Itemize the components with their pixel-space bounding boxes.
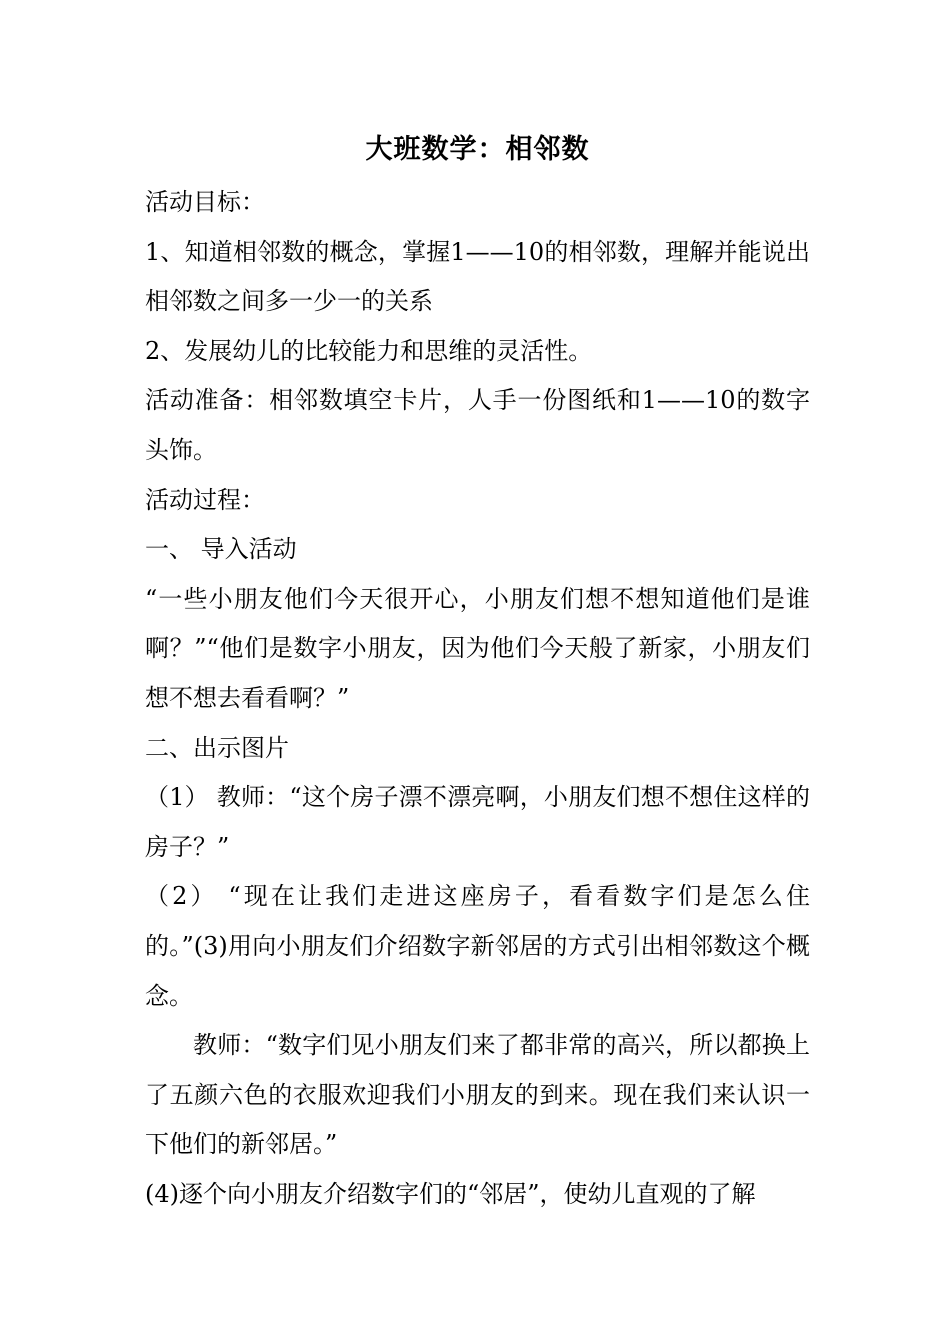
paragraph-section-1-heading: 一、 导入活动 <box>145 535 297 564</box>
paragraph-preparation: 活动准备：相邻数填空卡片，人手一份图纸和1——10的数字头饰。 <box>145 386 810 464</box>
paragraph-teacher-dialogue: 教师：“数字们见小朋友们来了都非常的高兴，所以都换上了五颜六色的衣服欢迎我们小朋友的到来。现在我们来认识一下他们的新邻居。” <box>145 1031 810 1159</box>
paragraph-step-4: (4)逐个向小朋友介绍数字们的“邻居”，使幼儿直观的了解 <box>145 1179 756 1208</box>
paragraph-goal-1: 1、知道相邻数的概念，掌握1——10的相邻数，理解并能说出相邻数之间多一少一的关系 <box>145 237 810 316</box>
paragraph-section-2-heading: 二、出示图片 <box>145 733 289 762</box>
paragraph-intro-dialogue: “一些小朋友他们今天很开心，小朋友们想不想知道他们是谁啊？”“他们是数字小朋友，因为他们今天般了新家，小朋友们想不想去看看啊？” <box>145 584 810 712</box>
paragraph-step-2-3: （2） “现在让我们走进这座房子，看看数字们是怎么住的。”(3)用向小朋友们介绍数字新邻居的方式引出相邻数这个概念。 <box>145 882 810 1010</box>
paragraph-step-1: （1） 教师：“这个房子漂不漂亮啊，小朋友们想不想住这样的房子？” <box>145 783 810 861</box>
paragraph-goals-heading: 活动目标： <box>145 188 265 216</box>
paragraph-goal-2: 2、发展幼儿的比较能力和思维的灵活性。 <box>145 336 593 365</box>
document-page <box>145 130 810 1219</box>
document-title: 大班数学：相邻数 <box>365 134 590 165</box>
paragraph-process-heading: 活动过程： <box>145 485 265 514</box>
